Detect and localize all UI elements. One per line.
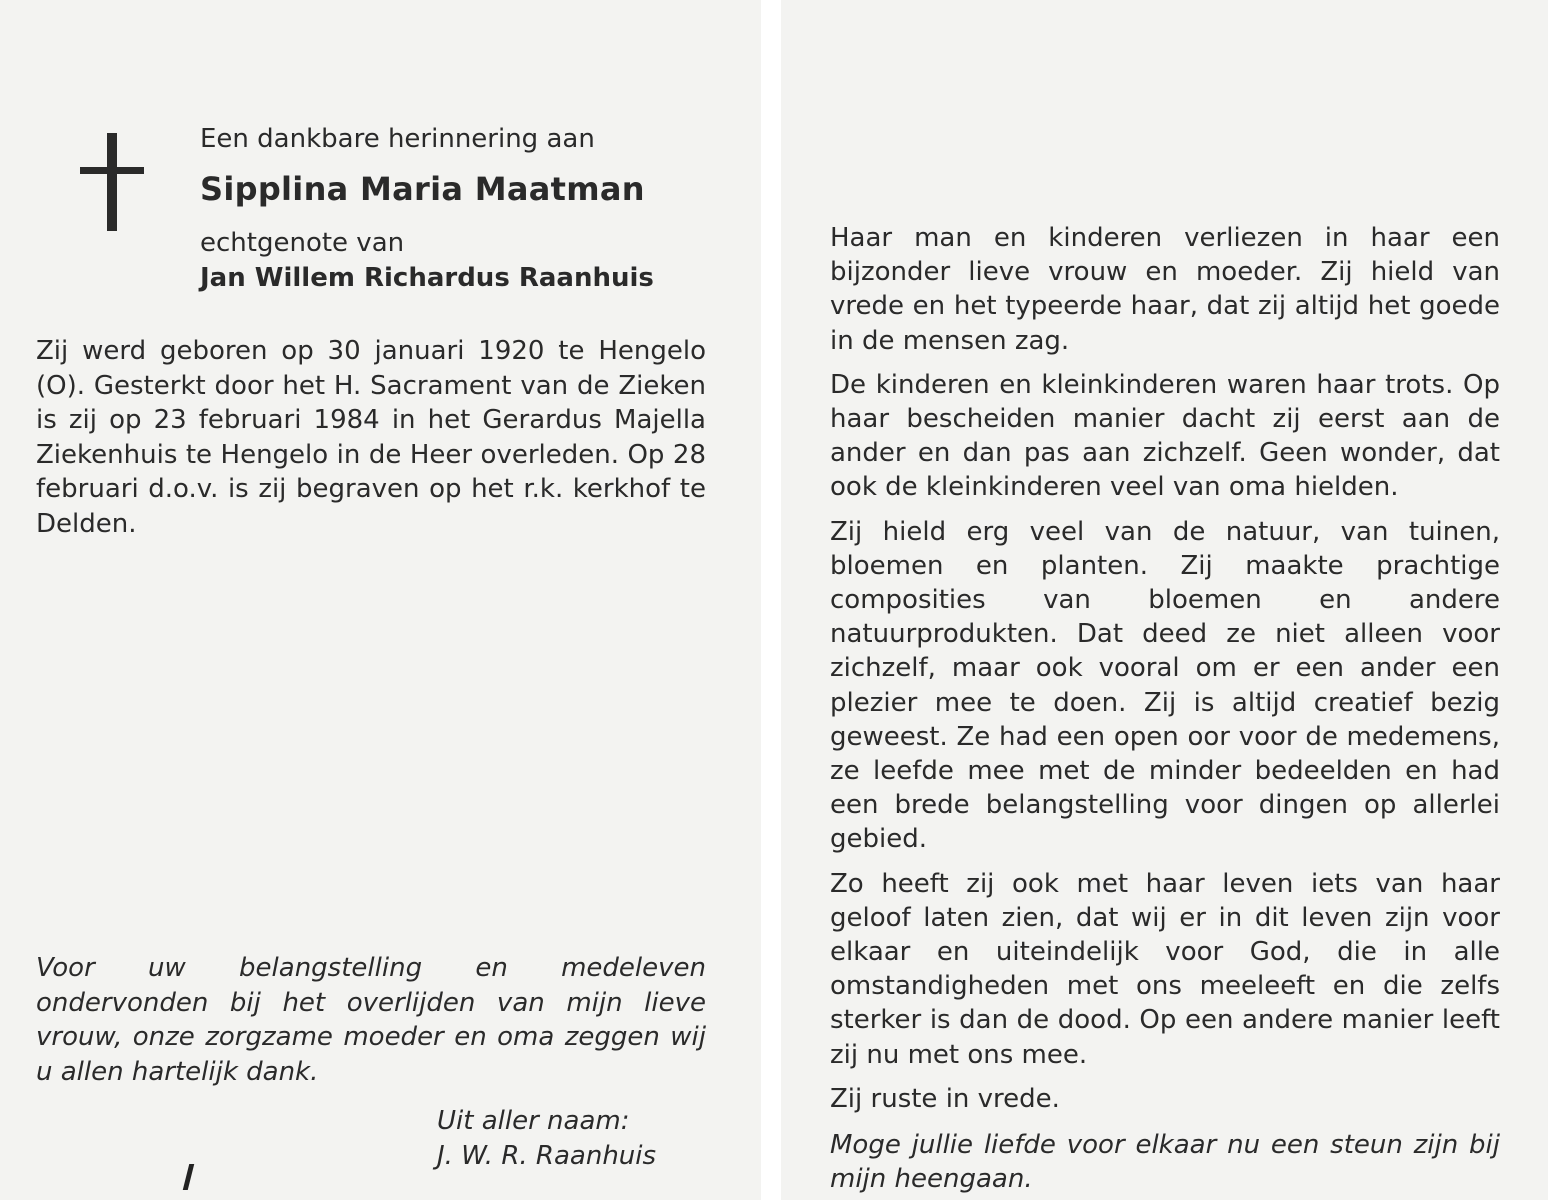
cross-vertical-bar	[107, 133, 117, 231]
memorial-paragraph: Zij hield erg veel van de natuur, van tuinen, bloemen en planten. Zij maakte prachtige composities van bloemen en andere natuurprodukten. Dat deed ze niet alleen voor zichzelf, maar ook vooral om er een ander een plezier mee te doen. Zij is altijd creatief bezig geweest. Ze had een open oor voor de medemens, ze leefde mee met de minder bedeelden en had een brede belangstelling voor dingen op allerlei gebied.	[830, 516, 1500, 855]
cross-horizontal-bar	[80, 167, 144, 174]
closing-text: Moge jullie liefde voor elkaar nu een steun zijn bij mijn heengaan.	[830, 1130, 1500, 1195]
signature-label: Uit aller naam:	[437, 1106, 630, 1136]
memorial-paragraph: Haar man en kinderen verliezen in haar een bijzonder lieve vrouw en moeder. Zij hield van vrede en het typeerde haar, dat zij altijd het goede in de mensen zag.	[830, 223, 1500, 356]
memorial-paragraph: De kinderen en kleinkinderen waren haar trots. Op haar bescheiden manier dacht zij eerst aan de ander en dan pas aan zichzelf. Geen wonder, dat ook de kleinkinderen veel van oma hielden.	[830, 369, 1500, 503]
signature-name: J. W. R. Raanhuis	[437, 1141, 657, 1171]
spouse-label: echtgenote van	[200, 228, 405, 258]
memorial-paragraph: Zij ruste in vrede.	[830, 1083, 1060, 1114]
biography-text: Zij werd geboren op 30 januari 1920 te Hengelo (O). Gesterkt door het H. Sacrament van de Zieken is zij op 23 februari 1984 in het Gerardus Majella Ziekenhuis te Hengelo in de Heer overleden. Op 28 februari d.o.v. is zij begraven op het r.k. kerkhof te Delden.	[36, 336, 706, 539]
memorial-paragraph: Zo heeft zij ook met haar leven iets van haar geloof laten zien, dat wij er in dit leven zijn voor elkaar en uiteindelijk voor God, die in alle omstandigheden met ons meeleeft en die zelfs sterker is dan de dood. Op een andere manier leeft zij nu met ons mee.	[830, 868, 1500, 1070]
memorial-text	[830, 221, 1500, 1200]
intro-text: Een dankbare herinnering aan	[200, 124, 595, 154]
deceased-name: Sipplina Maria Maatman	[200, 170, 645, 208]
thanks-text: Voor uw belangstelling en medeleven ondervonden bij het overlijden van mijn lieve vrouw, onze zorgzame moeder en oma zeggen wij u allen hartelijk dank.	[36, 953, 706, 1087]
spouse-name: Jan Willem Richardus Raanhuis	[200, 263, 654, 293]
